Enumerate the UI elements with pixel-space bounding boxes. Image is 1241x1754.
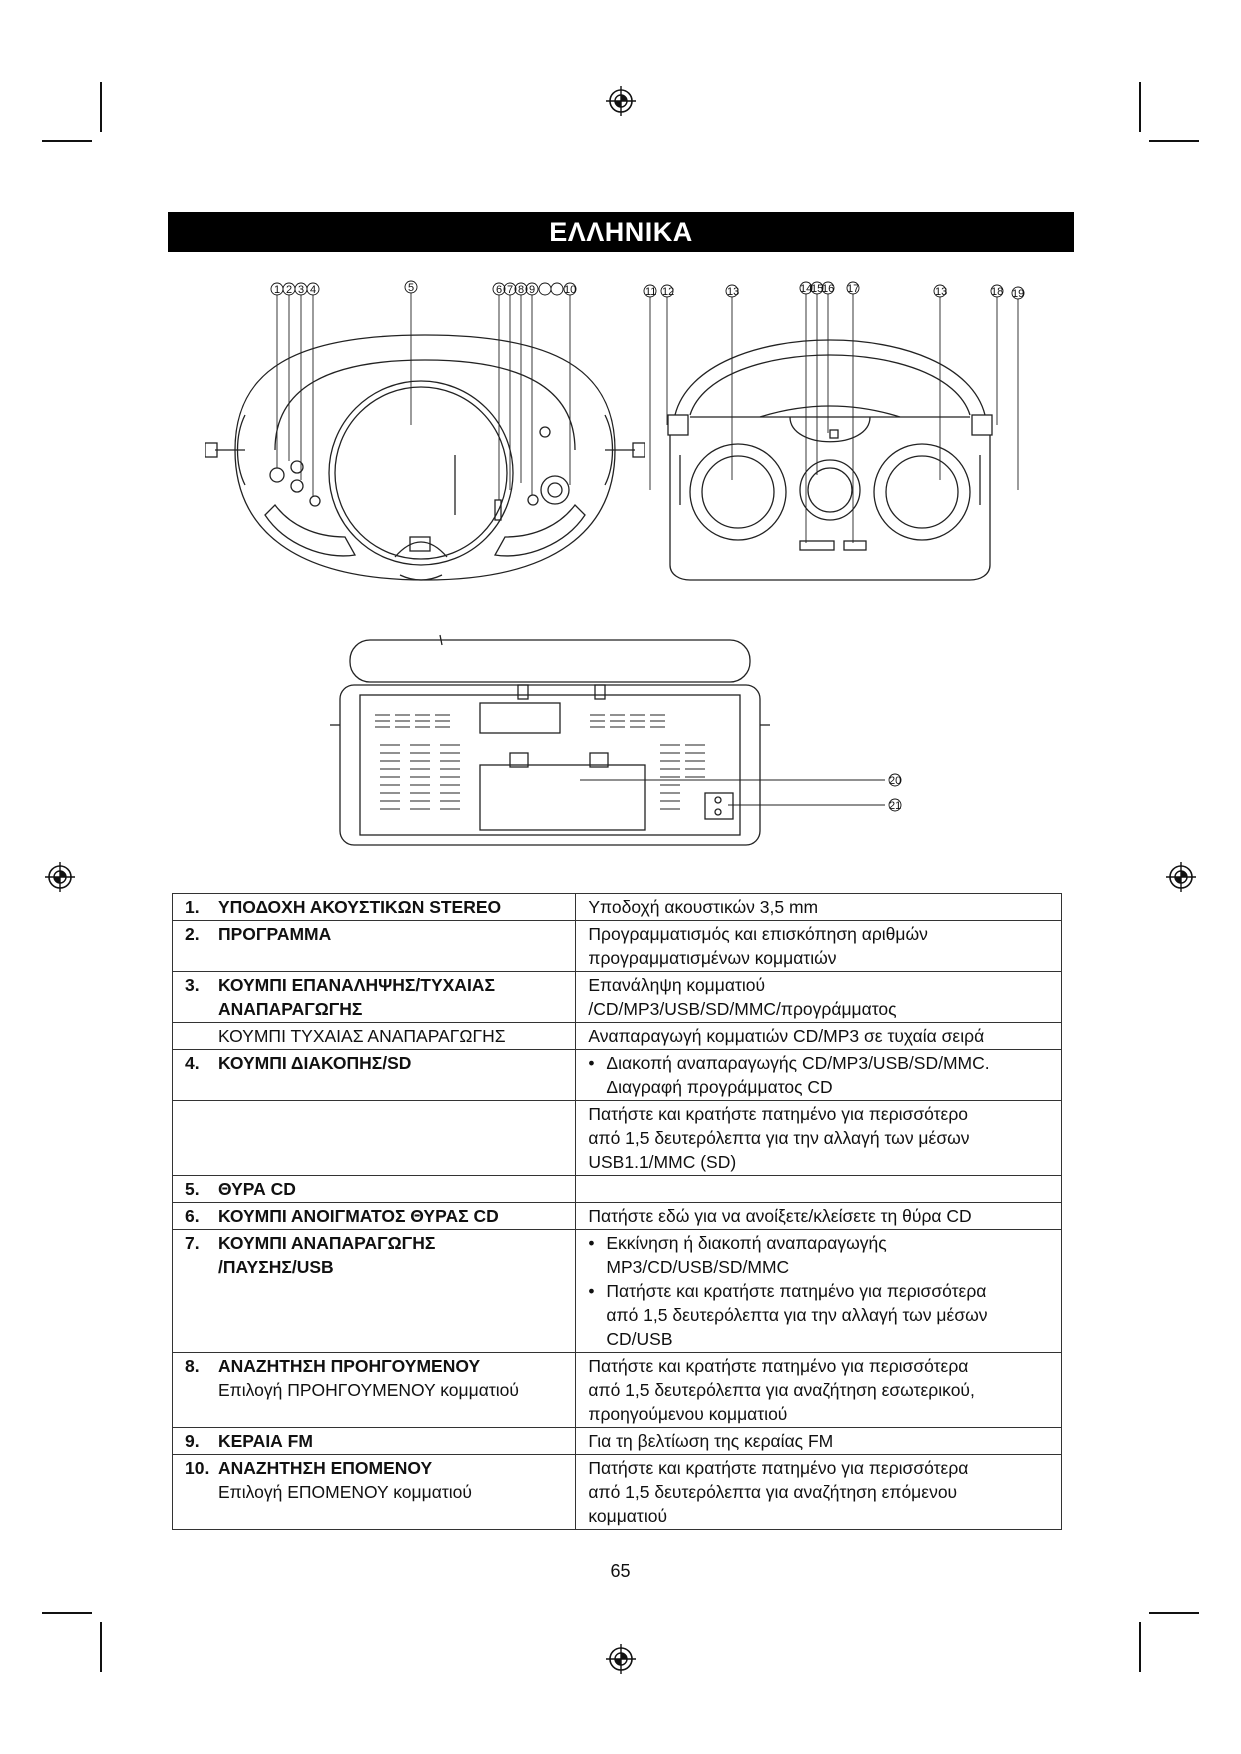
item-description: από 1,5 δευτερόλεπτα για την αλλαγή των μέσων bbox=[606, 1305, 988, 1325]
crop-mark bbox=[42, 140, 92, 142]
item-title: /ΠΑΥΣΗΣ/USB bbox=[218, 1257, 334, 1277]
item-title: ΘΥΡΑ CD bbox=[218, 1179, 296, 1199]
bullet: • bbox=[588, 1053, 595, 1073]
callout-label: 12 bbox=[662, 286, 675, 298]
item-description: από 1,5 δευτερόλεπτα για αναζήτηση επόμενου bbox=[588, 1482, 958, 1502]
item-title: ΑΝΑΖΗΤΗΣΗ ΠΡΟΗΓΟΥΜΕΝΟΥ bbox=[218, 1356, 481, 1376]
item-description: Πατήστε και κρατήστε πατημένο για περισσότερα bbox=[588, 1458, 969, 1478]
crop-mark bbox=[1149, 140, 1199, 142]
crop-mark bbox=[100, 1622, 102, 1672]
callout-label: 15 bbox=[811, 283, 824, 295]
item-description: MP3/CD/USB/SD/MMC bbox=[606, 1257, 790, 1277]
item-description: από 1,5 δευτερόλεπτα για αναζήτηση εσωτερικού, bbox=[588, 1380, 975, 1400]
callout-label: 19 bbox=[1012, 288, 1025, 300]
table-row bbox=[173, 1203, 1062, 1230]
item-subtitle: Επιλογή ΕΠΟΜΕΝΟΥ κομματιού bbox=[218, 1482, 472, 1502]
item-description: από 1,5 δευτερόλεπτα για την αλλαγή των μέσων bbox=[588, 1128, 970, 1148]
item-description: προγραμματισμένων κομματιών bbox=[588, 948, 837, 968]
item-description: Υποδοχή ακουστικών 3,5 mm bbox=[588, 897, 819, 917]
crop-mark bbox=[1139, 82, 1141, 132]
table-row bbox=[173, 894, 1062, 921]
callout-label: 2 bbox=[286, 284, 293, 296]
item-description: Πατήστε εδώ για να ανοίξετε/κλείσετε τη θύρα CD bbox=[588, 1206, 972, 1226]
registration-mark-icon bbox=[606, 86, 636, 116]
item-description: CD/USB bbox=[606, 1329, 673, 1349]
item-description: Αναπαραγωγή κομματιών CD/MP3 σε τυχαία σειρά bbox=[588, 1026, 985, 1046]
bottom-view-figure bbox=[330, 625, 940, 860]
callout-label: 14 bbox=[800, 283, 813, 295]
language-header bbox=[168, 212, 1074, 252]
item-number: 9. bbox=[185, 1431, 200, 1451]
callout-label: 11 bbox=[645, 286, 657, 298]
item-title: ΥΠΟΔΟΧΗ ΑΚΟΥΣΤΙΚΩΝ STEREO bbox=[218, 897, 502, 917]
crop-mark bbox=[1139, 1622, 1141, 1672]
item-description: USB1.1/MMC (SD) bbox=[588, 1152, 737, 1172]
callout-label: 1 bbox=[274, 284, 281, 296]
item-subtitle: ΚΟΥΜΠΙ ΤΥΧΑΙΑΣ ΑΝΑΠΑΡΑΓΩΓΗΣ bbox=[218, 1026, 506, 1046]
callout-label: 18 bbox=[991, 286, 1004, 298]
callout-label: 8 bbox=[518, 284, 525, 296]
item-description: κομματιού bbox=[588, 1506, 668, 1526]
item-description: Πατήστε και κρατήστε πατημένο για περισσότερα bbox=[606, 1281, 987, 1301]
item-title: ΚΕΡΑΙΑ FM bbox=[218, 1431, 313, 1451]
item-number: 7. bbox=[185, 1233, 200, 1253]
bullet: • bbox=[588, 1281, 595, 1301]
item-title: ΚΟΥΜΠΙ ΑΝΟΙΓΜΑΤΟΣ ΘΥΡΑΣ CD bbox=[218, 1206, 499, 1226]
item-number: 10. bbox=[185, 1458, 210, 1478]
crop-mark bbox=[100, 82, 102, 132]
callout-label: 4 bbox=[310, 284, 317, 296]
callout-label: 9 bbox=[529, 284, 536, 296]
parts-legend-table bbox=[172, 893, 1062, 1530]
item-title: ΚΟΥΜΠΙ ΑΝΑΠΑΡΑΓΩΓΗΣ bbox=[218, 1233, 436, 1253]
registration-mark-icon bbox=[606, 1644, 636, 1674]
callout-label: 13 bbox=[727, 286, 740, 298]
item-title: ΑΝΑΠΑΡΑΓΩΓΗΣ bbox=[218, 999, 363, 1019]
item-title: ΚΟΥΜΠΙ ΕΠΑΝΑΛΗΨΗΣ/ΤΥΧΑΙΑΣ bbox=[218, 975, 495, 995]
item-number: 8. bbox=[185, 1356, 200, 1376]
registration-mark-icon bbox=[45, 862, 75, 892]
item-description: Διαγραφή προγράμματος CD bbox=[606, 1077, 833, 1097]
registration-mark-icon bbox=[1166, 862, 1196, 892]
callout-label: 10 bbox=[564, 284, 577, 296]
item-title: ΚΟΥΜΠΙ ΔΙΑΚΟΠΗΣ/SD bbox=[218, 1053, 412, 1073]
table-row bbox=[173, 1230, 1062, 1353]
callout-label: 5 bbox=[408, 282, 415, 294]
callout-label: 6 bbox=[496, 284, 503, 296]
table-row bbox=[173, 1101, 1062, 1176]
callout-label: 20 bbox=[889, 775, 902, 787]
callout-label: 16 bbox=[822, 283, 835, 295]
item-title: ΑΝΑΖΗΤΗΣΗ ΕΠΟΜΕΝΟΥ bbox=[218, 1458, 433, 1478]
callout-label: 13 bbox=[935, 286, 948, 298]
item-description: Διακοπή αναπαραγωγής CD/MP3/USB/SD/MMC. bbox=[606, 1053, 990, 1073]
callout-label: 17 bbox=[847, 283, 860, 295]
item-number: 6. bbox=[185, 1206, 200, 1226]
table-row bbox=[173, 972, 1062, 1023]
crop-mark bbox=[42, 1612, 92, 1614]
callout-label: 7 bbox=[507, 284, 514, 296]
table-row bbox=[173, 1353, 1062, 1428]
table-row bbox=[173, 1176, 1062, 1203]
item-number: 5. bbox=[185, 1179, 200, 1199]
table-row bbox=[173, 1428, 1062, 1455]
language-title: ΕΛΛΗΝΙΚΑ bbox=[549, 216, 693, 247]
item-number: 1. bbox=[185, 897, 200, 917]
table-row bbox=[173, 1050, 1062, 1101]
item-number: 3. bbox=[185, 975, 200, 995]
item-description: Εκκίνηση ή διακοπή αναπαραγωγής bbox=[606, 1233, 887, 1253]
table-row bbox=[173, 1455, 1062, 1530]
item-subtitle: Επιλογή ΠΡΟΗΓΟΥΜΕΝΟΥ κομματιού bbox=[218, 1380, 519, 1400]
item-description: Πατήστε και κρατήστε πατημένο για περισσότερα bbox=[588, 1356, 969, 1376]
page-number: 65 bbox=[610, 1561, 631, 1581]
callout-label: 3 bbox=[298, 284, 305, 296]
callout-label: 21 bbox=[889, 800, 902, 812]
item-number: 4. bbox=[185, 1053, 200, 1073]
item-description: /CD/MP3/USB/SD/MMC/προγράμματος bbox=[588, 999, 897, 1019]
bullet: • bbox=[588, 1233, 595, 1253]
front-view-figure bbox=[205, 275, 645, 595]
table-row bbox=[173, 1023, 1062, 1050]
item-description: Προγραμματισμός και επισκόπηση αριθμών bbox=[588, 924, 928, 944]
item-number: 2. bbox=[185, 924, 200, 944]
item-description: προηγούμενου κομματιού bbox=[588, 1404, 788, 1424]
side-view-figure bbox=[640, 275, 1030, 595]
item-description: Επανάληψη κομματιού bbox=[588, 975, 766, 995]
crop-mark bbox=[1149, 1612, 1199, 1614]
item-title: ΠΡΟΓΡΑΜΜΑ bbox=[218, 924, 332, 944]
table-row bbox=[173, 921, 1062, 972]
item-description: Για τη βελτίωση της κεραίας FM bbox=[588, 1431, 834, 1451]
item-description: Πατήστε και κρατήστε πατημένο για περισσότερο bbox=[588, 1104, 969, 1124]
